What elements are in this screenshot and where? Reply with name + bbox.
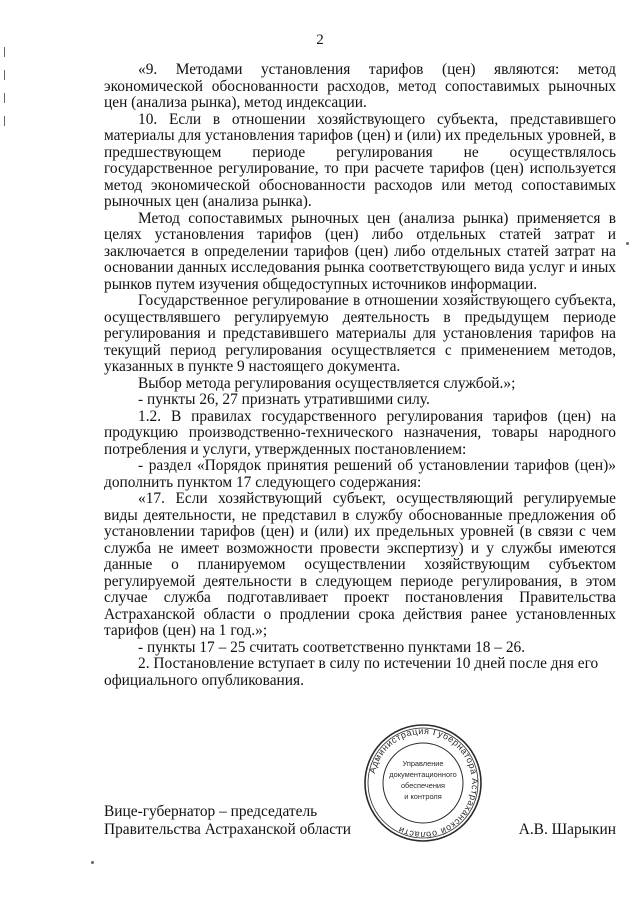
paragraph-8: - раздел «Порядок принятия решений об установлении тарифов (цен)» дополнить пунктом 17 следующего содержания: xyxy=(104,457,616,491)
scan-speck xyxy=(91,861,94,864)
paragraph-4: Государственное регулирование в отношении хозяйствующего субъекта, осуществлявшего регулируемую деятельность в предыдущем периоде регулирования и представившего материалы для установления тарифов на текущий период регулирования осуществляется с применением методов, указанных в пункте 9 настоящего документа. xyxy=(104,292,616,375)
paragraph-11: 2. Постановление вступает в силу по истечении 10 дней после дня его официального опубликования. xyxy=(104,655,599,689)
paragraph-5: Выбор метода регулирования осуществляется службой.»; xyxy=(138,374,516,392)
stamp-center-line: Управление xyxy=(402,759,444,768)
margin-mark xyxy=(4,116,5,126)
paragraph-3: Метод сопоставимых рыночных цен (анализа рынка) применяется в целях установления тарифов (цен) либо отдельных статей затрат и заключается в определении тарифов (цен) либо отдельных статей затрат на основании данных исследования рынка соответствующего вида услуг и иных рынков путем изучения общедоступных источников информации. xyxy=(104,209,616,293)
page-number: 2 xyxy=(316,32,324,48)
stamp-outer-text: Администрация Губернатора Астраханской области xyxy=(367,725,481,841)
signature-block xyxy=(104,803,616,839)
paragraph-10: - пункты 17 – 25 считать соответственно пунктами 18 – 26. xyxy=(138,638,526,656)
stamp-center-line: обеспечения xyxy=(400,781,446,790)
paragraph-1: «9. Методами установления тарифов (цен) являются: метод экономической обоснованности расходов, метод сопоставимых рыночных цен (анализа рынка), метод индексации. xyxy=(104,61,616,111)
paragraph-2: 10. Если в отношении хозяйствующего субъекта, представившего материалы для установления тарифов (цен) и (или) их предельных уровней, в предшествующем периоде регулирования не осуществлялось государственное регулирование, то при расчете тарифов (цен) используется метод экономической обоснованности расходов или метод сопоставимых рыночных цен (анализа рынка). xyxy=(104,110,616,210)
paragraph-7: 1.2. В правилах государственного регулирования тарифов (цен) на продукцию производственно-технического назначения, товары народного потребления и услуги, утвержденных постановлением: xyxy=(104,407,616,458)
margin-mark xyxy=(4,47,5,57)
scan-speck xyxy=(626,242,629,245)
paragraph-9: «17. Если хозяйствующий субъект, осуществляющий регулируемые виды деятельности, не представил в службу обоснованные предложения об установлении тарифов (цен) и (или) их предельных уровней (в связи с чем служба не имеет возможности провести экспертизу) и у службы имеются данные о планируемом осуществлении хозяйствующим субъектом регулируемой деятельности в следующем периоде регулирования, в этом случае служба подготавливает проект постановления Правительства Астраханской области о продлении срока действия ранее установленных тарифов (цен) на 1 год.»; xyxy=(104,490,616,639)
stamp-center-line: документационного xyxy=(389,770,457,779)
document-body xyxy=(104,62,616,689)
margin-mark xyxy=(4,93,5,103)
margin-mark xyxy=(4,70,5,80)
signatory-position-line2: Правительства Астраханской области xyxy=(104,821,352,838)
signatory-position-line1: Вице-губернатор – председатель xyxy=(104,803,318,820)
paragraph-6: - пункты 26, 27 признать утратившими силу. xyxy=(138,391,430,408)
signatory-name: А.В. Шарыкин xyxy=(518,821,616,838)
stamp-center-line: и контроля xyxy=(404,792,442,801)
